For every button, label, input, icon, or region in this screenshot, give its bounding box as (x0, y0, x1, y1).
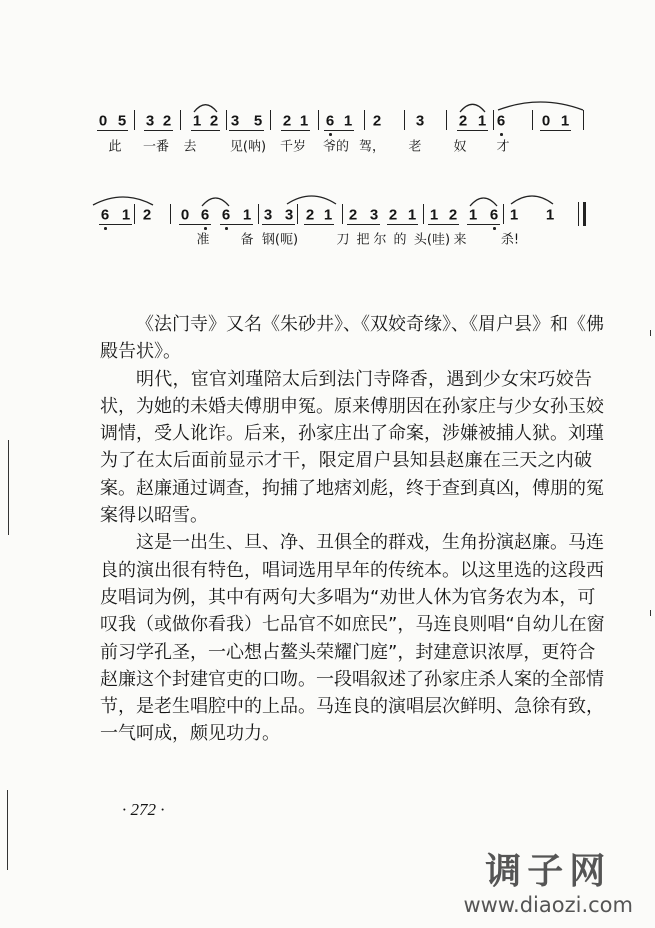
note: 1 (560, 112, 570, 130)
note: 5 (253, 112, 263, 130)
eighth-note-underline (324, 130, 354, 131)
note: 3 (263, 206, 273, 224)
bar-line (297, 204, 298, 224)
text-line: 赵廉这个封建官吏的口吻。一段唱叙述了孙家庄杀人案的全部情 (100, 668, 604, 690)
low-octave-dot (493, 227, 496, 230)
lyric: 千岁 (279, 139, 307, 155)
lyric: 备 (240, 232, 254, 248)
bar-line (134, 110, 135, 130)
lyric: 见(呐) (229, 139, 267, 155)
text-line: 殿告状》。 (100, 341, 181, 363)
lyric: 的 (393, 232, 407, 248)
text-line: 状，为她的未婚夫傅朋申冤。原来傅朋因在孙家庄与少女孙玉姣 (100, 395, 604, 417)
note: 1 (299, 112, 309, 130)
final-double-bar (578, 202, 579, 226)
lyric: 尔 (373, 232, 387, 248)
note: 0 (180, 206, 190, 224)
eighth-note-underline (191, 130, 220, 131)
bar-line (318, 110, 319, 130)
note: 1 (343, 112, 353, 130)
scan-artifact-line (7, 790, 8, 870)
eighth-note-underline (179, 224, 211, 225)
slur (93, 197, 153, 205)
note: 1 (545, 206, 555, 224)
text-line: 这是一出生、旦、净、丑俱全的群戏，生角扮演赵廉。马连 (136, 532, 604, 554)
slur (202, 198, 229, 206)
note: 2 (305, 206, 315, 224)
bar-line (503, 204, 504, 224)
eighth-note-underline (347, 224, 380, 225)
note: 3 (415, 112, 425, 130)
note: 2 (388, 206, 398, 224)
eighth-note-underline (262, 224, 295, 225)
note: 6 (221, 206, 231, 224)
text-line: 叹我（或做你看我）七品官不如庶民”，马连良则唱“自幼儿在窗 (100, 614, 605, 636)
note: 3 (230, 112, 240, 130)
text-line: 调情，受人讹诈。后来，孙家庄出了命案，涉嫌被捕人狱。刘瑾 (100, 423, 604, 445)
text-line: 前习学孔圣，一心想占鳌头荣耀门庭”，封建意识浓厚，更符合 (100, 641, 596, 663)
slur (194, 105, 217, 112)
slur (470, 198, 497, 206)
watermark-logo (463, 852, 633, 918)
bar-line (423, 204, 424, 224)
lyric: 钢(呃) (261, 232, 299, 248)
slur (511, 196, 553, 204)
lyric: 把 (356, 232, 370, 248)
bar-line (493, 110, 494, 130)
scan-artifact-line (8, 440, 9, 535)
eighth-note-underline (540, 130, 571, 131)
eighth-note-underline (428, 224, 459, 225)
bar-line (532, 110, 533, 130)
body-text (100, 313, 605, 750)
note: 1 (242, 206, 252, 224)
bar-line (134, 204, 135, 224)
note: 3 (369, 206, 379, 224)
note: 1 (468, 206, 478, 224)
lyric: 去 (183, 139, 197, 155)
lyric: 一番 (142, 139, 170, 155)
note: 1 (323, 206, 333, 224)
bar-line (583, 110, 584, 130)
bar-line (226, 110, 227, 130)
lyric: 驾， (358, 139, 386, 155)
note: 1 (407, 206, 417, 224)
note: 6 (100, 206, 110, 224)
lyric: 老 (408, 139, 422, 155)
note: 6 (325, 112, 335, 130)
note: 3 (145, 112, 155, 130)
note: 1 (121, 206, 131, 224)
eighth-note-underline (144, 130, 173, 131)
low-octave-dot (329, 133, 332, 136)
bar-line (364, 110, 365, 130)
eighth-note-underline (387, 224, 418, 225)
note: 0 (98, 112, 108, 130)
lyric: 杀! (500, 232, 520, 248)
bar-line (258, 204, 259, 224)
text-line: 案得以昭雪。 (100, 505, 208, 527)
note: 2 (348, 206, 358, 224)
bar-line (446, 110, 447, 130)
lyric: 奴 (453, 139, 467, 155)
note: 1 (192, 112, 202, 130)
watermark-url: www.diaozi.com (463, 893, 633, 917)
slur (460, 104, 485, 112)
note: 6 (489, 206, 499, 224)
lyric: 才 (496, 139, 510, 155)
lyric: 来 (453, 232, 467, 248)
note: 2 (448, 206, 458, 224)
note: 2 (282, 112, 292, 130)
text-line: 明代，宦官刘瑾陪太后到法门寺降香，遇到少女宋巧姣告 (136, 368, 592, 390)
lyric: 准 (196, 232, 210, 248)
eighth-note-underline (281, 130, 310, 131)
bar-line (404, 110, 405, 130)
bar-line (342, 204, 343, 224)
note: 1 (509, 206, 519, 224)
eighth-note-underline (99, 224, 132, 225)
watermark-name: 调子网 (485, 851, 612, 892)
low-octave-dot (204, 227, 207, 230)
note: 3 (284, 206, 294, 224)
note: 6 (496, 112, 506, 130)
bar-line (270, 110, 271, 130)
text-line: 节，是老生唱腔中的上品。马连良的演唱层次鲜明、急徐有致， (100, 696, 604, 718)
bar-line (180, 110, 181, 130)
bar-line (170, 204, 171, 224)
text-line: 一气呵成，颇见功力。 (100, 723, 280, 745)
note: 0 (541, 112, 551, 130)
lyric: 此 (108, 139, 122, 155)
note: 2 (458, 112, 468, 130)
low-octave-dot (225, 227, 228, 230)
note: 2 (162, 112, 172, 130)
lyric: 刀 (336, 232, 350, 248)
lyric: 爷的 (322, 139, 350, 155)
text-line: 案。赵廉通过调查，拘捕了地痞刘彪，终于查到真凶，傅朋的冤 (100, 477, 604, 499)
slur (498, 102, 583, 110)
note: 1 (477, 112, 487, 130)
eighth-note-underline (467, 224, 500, 225)
eighth-note-underline (457, 130, 488, 131)
note: 1 (429, 206, 439, 224)
note: 2 (142, 206, 152, 224)
note: 5 (117, 112, 127, 130)
scan-artifact-line (650, 330, 651, 336)
slur (287, 196, 336, 204)
note: 6 (200, 206, 210, 224)
eighth-note-underline (304, 224, 334, 225)
page-number: · 272 · (122, 800, 165, 819)
text-line: 皮唱词为例，其中有两句大多唱为“劝世人休为官务农为本，可 (100, 586, 596, 608)
note: 2 (209, 112, 219, 130)
low-octave-dot (500, 133, 503, 136)
text-line: 良的演出很有特色，唱词选用早年的传统本。以这里选的这段西 (100, 559, 604, 581)
eighth-note-underline (220, 224, 253, 225)
lyric: 头(哇) (413, 232, 451, 248)
scan-artifact-line (650, 610, 651, 616)
text-line: 《法门寺》又名《朱砂井》、《双姣奇缘》、《眉户县》和《佛 (136, 314, 604, 335)
low-octave-dot (104, 227, 107, 230)
note: 2 (372, 112, 382, 130)
eighth-note-underline (229, 130, 264, 131)
eighth-note-underline (97, 130, 128, 131)
text-line: 为了在太后面前显示才干，限定眉户县知县赵廉在三天之内破 (100, 450, 592, 472)
final-double-bar (583, 202, 586, 226)
